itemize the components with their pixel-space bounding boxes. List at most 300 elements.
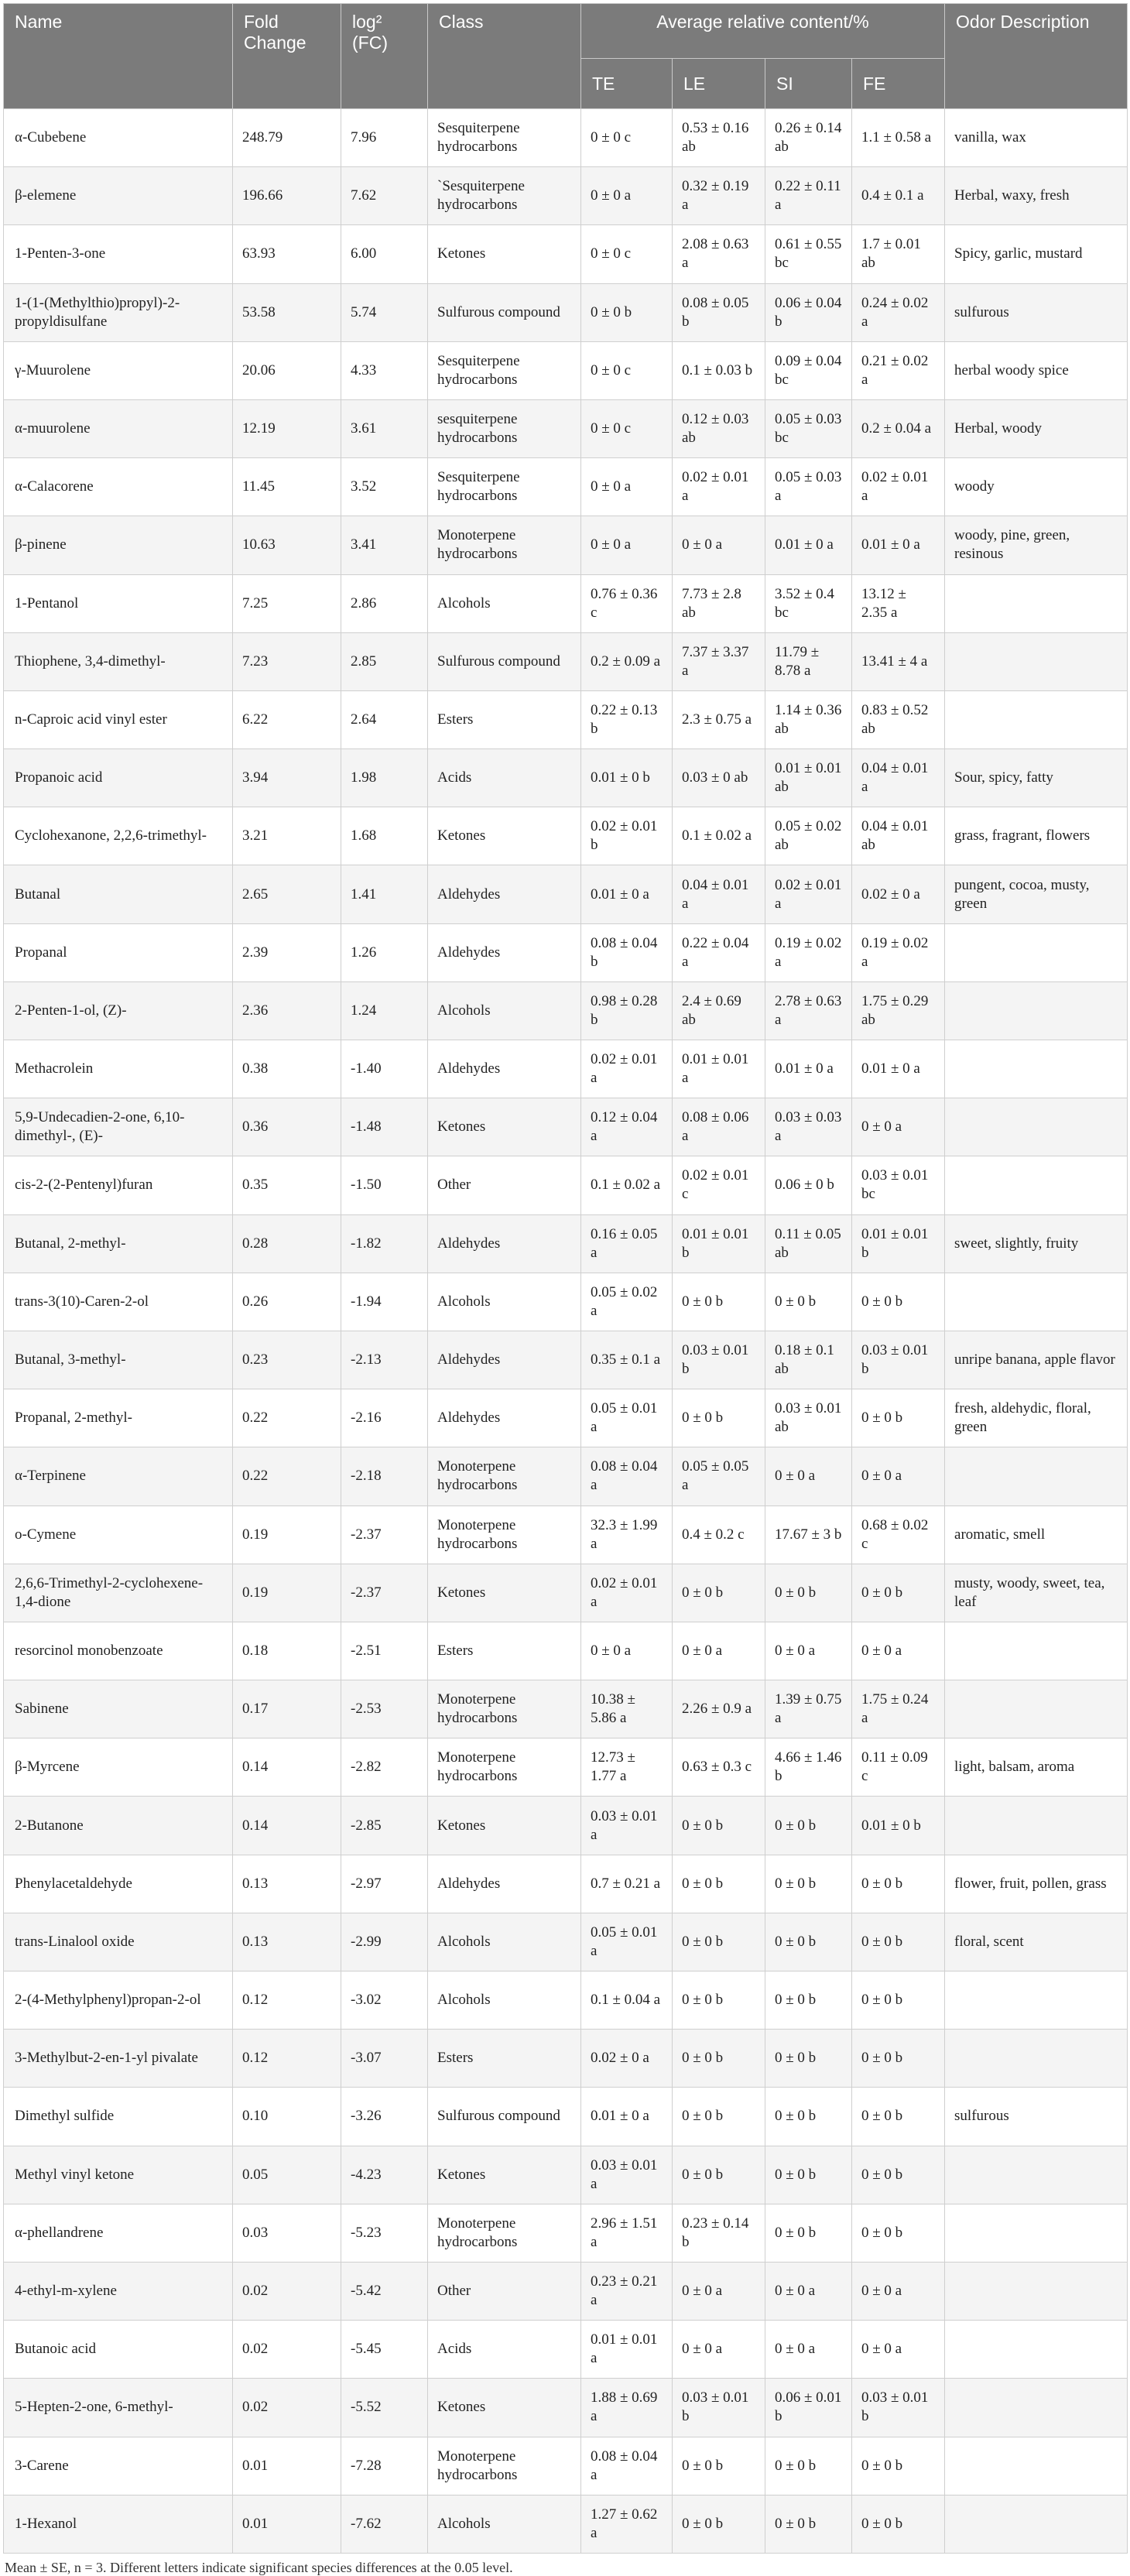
cell-fold-change: 0.14	[233, 1797, 341, 1855]
cell-te: 0.03 ± 0.01 a	[581, 1797, 673, 1855]
table-row	[4, 1331, 1128, 1389]
cell-log2: 3.52	[341, 458, 428, 516]
cell-log2: -2.97	[341, 1855, 428, 1913]
cell-fold-change: 0.17	[233, 1680, 341, 1738]
cell-fe: 0 ± 0 b	[852, 1389, 945, 1447]
cell-name: α-Cubebene	[4, 109, 233, 167]
cell-fold-change: 0.22	[233, 1389, 341, 1447]
cell-log2: -1.50	[341, 1156, 428, 1214]
cell-si: 0.26 ± 0.14 ab	[765, 109, 852, 167]
table-row	[4, 2204, 1128, 2262]
cell-le: 0 ± 0 a	[673, 2321, 765, 2379]
table-row	[4, 1273, 1128, 1331]
table-row	[4, 458, 1128, 516]
cell-fold-change: 0.38	[233, 1040, 341, 1098]
cell-fold-change: 0.01	[233, 2437, 341, 2495]
cell-fe: 13.12 ± 2.35 a	[852, 574, 945, 632]
cell-log2: 2.85	[341, 632, 428, 690]
cell-fe: 0.03 ± 0.01 bc	[852, 1156, 945, 1214]
cell-fe: 0.03 ± 0.01 b	[852, 2379, 945, 2437]
cell-te: 0.08 ± 0.04 a	[581, 2437, 673, 2495]
cell-le: 7.73 ± 2.8 ab	[673, 574, 765, 632]
cell-le: 0 ± 0 b	[673, 2088, 765, 2146]
cell-le: 0 ± 0 b	[673, 1389, 765, 1447]
cell-log2: -7.62	[341, 2495, 428, 2553]
table-row	[4, 690, 1128, 748]
cell-le: 0 ± 0 b	[673, 2030, 765, 2088]
cell-fold-change: 0.03	[233, 2204, 341, 2262]
cell-fe: 0 ± 0 b	[852, 1564, 945, 1622]
cell-le: 2.08 ± 0.63 a	[673, 225, 765, 283]
header-name: Name	[4, 4, 233, 109]
cell-le: 2.3 ± 0.75 a	[673, 690, 765, 748]
cell-class: Ketones	[428, 1098, 581, 1156]
cell-le: 0.23 ± 0.14 b	[673, 2204, 765, 2262]
cell-odor: woody	[945, 458, 1128, 516]
cell-name: Methyl vinyl ketone	[4, 2146, 233, 2204]
cell-name: 2-Butanone	[4, 1797, 233, 1855]
cell-class: Ketones	[428, 2146, 581, 2204]
cell-le: 0.08 ± 0.05 b	[673, 283, 765, 341]
cell-odor: grass, fragrant, flowers	[945, 807, 1128, 865]
cell-te: 0.1 ± 0.02 a	[581, 1156, 673, 1214]
table-wrapper	[3, 3, 1127, 2576]
cell-le: 0.1 ± 0.02 a	[673, 807, 765, 865]
cell-fold-change: 196.66	[233, 167, 341, 225]
cell-fold-change: 2.36	[233, 981, 341, 1040]
table-row	[4, 923, 1128, 981]
cell-odor: sulfurous	[945, 2088, 1128, 2146]
cell-log2: -5.23	[341, 2204, 428, 2262]
cell-odor	[945, 574, 1128, 632]
cell-te: 0.7 ± 0.21 a	[581, 1855, 673, 1913]
cell-le: 0 ± 0 a	[673, 1622, 765, 1680]
table-row	[4, 2030, 1128, 2088]
cell-class: Ketones	[428, 807, 581, 865]
cell-name: 3-Carene	[4, 2437, 233, 2495]
cell-fold-change: 0.19	[233, 1506, 341, 1564]
cell-si: 0.05 ± 0.03 bc	[765, 399, 852, 457]
cell-te: 0 ± 0 a	[581, 167, 673, 225]
cell-si: 0 ± 0 b	[765, 2495, 852, 2553]
header-average-content: Average relative content/%	[581, 4, 945, 59]
table-row	[4, 2262, 1128, 2320]
header-log2: log² (FC)	[341, 4, 428, 109]
cell-fold-change: 11.45	[233, 458, 341, 516]
cell-te: 0 ± 0 a	[581, 516, 673, 574]
cell-name: β-elemene	[4, 167, 233, 225]
cell-si: 0.03 ± 0.01 ab	[765, 1389, 852, 1447]
cell-class: Acids	[428, 2321, 581, 2379]
cell-te: 0.05 ± 0.01 a	[581, 1389, 673, 1447]
cell-fe: 0.21 ± 0.02 a	[852, 341, 945, 399]
cell-fold-change: 0.12	[233, 1971, 341, 2030]
cell-le: 0.02 ± 0.01 a	[673, 458, 765, 516]
table-row	[4, 1389, 1128, 1447]
cell-name: o-Cymene	[4, 1506, 233, 1564]
cell-odor	[945, 1040, 1128, 1098]
cell-odor: Herbal, waxy, fresh	[945, 167, 1128, 225]
cell-si: 0.06 ± 0.04 b	[765, 283, 852, 341]
cell-fe: 0 ± 0 a	[852, 2262, 945, 2320]
cell-odor: sulfurous	[945, 283, 1128, 341]
cell-te: 0.2 ± 0.09 a	[581, 632, 673, 690]
cell-class: Alcohols	[428, 1971, 581, 2030]
cell-le: 0 ± 0 b	[673, 1273, 765, 1331]
cell-name: Dimethyl sulfide	[4, 2088, 233, 2146]
table-row	[4, 1680, 1128, 1738]
cell-name: α-phellandrene	[4, 2204, 233, 2262]
cell-fold-change: 0.35	[233, 1156, 341, 1214]
cell-le: 0 ± 0 b	[673, 1797, 765, 1855]
cell-log2: -5.42	[341, 2262, 428, 2320]
cell-name: Phenylacetaldehyde	[4, 1855, 233, 1913]
cell-log2: 2.64	[341, 690, 428, 748]
cell-si: 11.79 ± 8.78 a	[765, 632, 852, 690]
cell-name: β-pinene	[4, 516, 233, 574]
cell-name: 5,9-Undecadien-2-one, 6,10-dimethyl-, (E)-	[4, 1098, 233, 1156]
table-row	[4, 1506, 1128, 1564]
cell-name: 1-Pentanol	[4, 574, 233, 632]
cell-odor: light, balsam, aroma	[945, 1738, 1128, 1797]
cell-log2: -1.48	[341, 1098, 428, 1156]
cell-class: Aldehydes	[428, 1040, 581, 1098]
cell-te: 0.01 ± 0 b	[581, 749, 673, 807]
cell-fold-change: 0.28	[233, 1214, 341, 1273]
cell-fe: 0.2 ± 0.04 a	[852, 399, 945, 457]
cell-fe: 0.11 ± 0.09 c	[852, 1738, 945, 1797]
cell-class: Alcohols	[428, 1273, 581, 1331]
cell-le: 0.04 ± 0.01 a	[673, 865, 765, 923]
cell-log2: -2.37	[341, 1506, 428, 1564]
cell-odor: musty, woody, sweet, tea, leaf	[945, 1564, 1128, 1622]
cell-fold-change: 20.06	[233, 341, 341, 399]
table-row	[4, 109, 1128, 167]
cell-odor: Herbal, woody	[945, 399, 1128, 457]
cell-name: 4-ethyl-m-xylene	[4, 2262, 233, 2320]
cell-log2: -4.23	[341, 2146, 428, 2204]
cell-odor: pungent, cocoa, musty, green	[945, 865, 1128, 923]
cell-class: Monoterpene hydrocarbons	[428, 1506, 581, 1564]
cell-fold-change: 0.05	[233, 2146, 341, 2204]
cell-le: 0.32 ± 0.19 a	[673, 167, 765, 225]
cell-te: 1.27 ± 0.62 a	[581, 2495, 673, 2553]
header-fold-change: Fold Change	[233, 4, 341, 109]
cell-name: Butanal, 2-methyl-	[4, 1214, 233, 1273]
cell-name: 1-Hexanol	[4, 2495, 233, 2553]
cell-name: 2-Penten-1-ol, (Z)-	[4, 981, 233, 1040]
cell-odor: aromatic, smell	[945, 1506, 1128, 1564]
cell-si: 0.11 ± 0.05 ab	[765, 1214, 852, 1273]
cell-si: 0.01 ± 0 a	[765, 516, 852, 574]
cell-si: 0.06 ± 0.01 b	[765, 2379, 852, 2437]
cell-fold-change: 3.94	[233, 749, 341, 807]
cell-fold-change: 10.63	[233, 516, 341, 574]
cell-fe: 0.19 ± 0.02 a	[852, 923, 945, 981]
cell-odor	[945, 2262, 1128, 2320]
cell-fe: 0.01 ± 0.01 b	[852, 1214, 945, 1273]
cell-class: Alcohols	[428, 981, 581, 1040]
cell-name: β-Myrcene	[4, 1738, 233, 1797]
table-row	[4, 807, 1128, 865]
table-row	[4, 2495, 1128, 2553]
table-row	[4, 1156, 1128, 1214]
cell-log2: 1.26	[341, 923, 428, 981]
cell-fold-change: 2.39	[233, 923, 341, 981]
cell-le: 0.22 ± 0.04 a	[673, 923, 765, 981]
cell-fe: 0.02 ± 0 a	[852, 865, 945, 923]
table-row	[4, 2146, 1128, 2204]
cell-fe: 13.41 ± 4 a	[852, 632, 945, 690]
cell-le: 0.02 ± 0.01 c	[673, 1156, 765, 1214]
cell-fe: 1.7 ± 0.01 ab	[852, 225, 945, 283]
table-row	[4, 283, 1128, 341]
cell-log2: 7.96	[341, 109, 428, 167]
cell-fe: 0 ± 0 b	[852, 2495, 945, 2553]
table-row	[4, 2321, 1128, 2379]
cell-si: 0 ± 0 a	[765, 1622, 852, 1680]
cell-odor	[945, 1156, 1128, 1214]
cell-si: 0 ± 0 a	[765, 2321, 852, 2379]
cell-name: Sabinene	[4, 1680, 233, 1738]
cell-class: Aldehydes	[428, 923, 581, 981]
cell-log2: 2.86	[341, 574, 428, 632]
cell-si: 3.52 ± 0.4 bc	[765, 574, 852, 632]
cell-si: 0.06 ± 0 b	[765, 1156, 852, 1214]
cell-fe: 0 ± 0 b	[852, 2146, 945, 2204]
cell-odor: Sour, spicy, fatty	[945, 749, 1128, 807]
table-row	[4, 341, 1128, 399]
cell-te: 0.08 ± 0.04 a	[581, 1447, 673, 1506]
cell-te: 0.01 ± 0.01 a	[581, 2321, 673, 2379]
cell-class: Sesquiterpene hydrocarbons	[428, 109, 581, 167]
cell-name: 2-(4-Methylphenyl)propan-2-ol	[4, 1971, 233, 2030]
cell-le: 0 ± 0 b	[673, 1564, 765, 1622]
cell-si: 17.67 ± 3 b	[765, 1506, 852, 1564]
table-row	[4, 1564, 1128, 1622]
cell-fold-change: 0.26	[233, 1273, 341, 1331]
cell-le: 0.01 ± 0.01 a	[673, 1040, 765, 1098]
cell-te: 0.76 ± 0.36 c	[581, 574, 673, 632]
cell-log2: -3.26	[341, 2088, 428, 2146]
cell-class: Monoterpene hydrocarbons	[428, 1680, 581, 1738]
cell-log2: 1.41	[341, 865, 428, 923]
header-fe: FE	[852, 59, 945, 109]
compound-table	[3, 3, 1128, 2554]
cell-te: 2.96 ± 1.51 a	[581, 2204, 673, 2262]
cell-te: 0.01 ± 0 a	[581, 2088, 673, 2146]
cell-le: 0.4 ± 0.2 c	[673, 1506, 765, 1564]
cell-name: n-Caproic acid vinyl ester	[4, 690, 233, 748]
cell-log2: -2.82	[341, 1738, 428, 1797]
cell-si: 0 ± 0 b	[765, 2204, 852, 2262]
cell-fold-change: 0.01	[233, 2495, 341, 2553]
cell-class: Aldehydes	[428, 1214, 581, 1273]
cell-te: 0.23 ± 0.21 a	[581, 2262, 673, 2320]
cell-te: 0.22 ± 0.13 b	[581, 690, 673, 748]
cell-le: 0 ± 0 b	[673, 2495, 765, 2553]
cell-odor	[945, 632, 1128, 690]
cell-log2: -2.37	[341, 1564, 428, 1622]
table-row	[4, 574, 1128, 632]
cell-name: γ-Muurolene	[4, 341, 233, 399]
cell-class: Sesquiterpene hydrocarbons	[428, 458, 581, 516]
cell-fe: 0.68 ± 0.02 c	[852, 1506, 945, 1564]
cell-fold-change: 0.12	[233, 2030, 341, 2088]
table-row	[4, 2437, 1128, 2495]
cell-si: 0.18 ± 0.1 ab	[765, 1331, 852, 1389]
cell-le: 0 ± 0 b	[673, 1971, 765, 2030]
cell-name: trans-Linalool oxide	[4, 1913, 233, 1971]
cell-le: 2.26 ± 0.9 a	[673, 1680, 765, 1738]
cell-odor: flower, fruit, pollen, grass	[945, 1855, 1128, 1913]
cell-te: 12.73 ± 1.77 a	[581, 1738, 673, 1797]
cell-fold-change: 0.36	[233, 1098, 341, 1156]
table-body	[4, 109, 1128, 2554]
cell-fe: 0.01 ± 0 b	[852, 1797, 945, 1855]
table-row	[4, 225, 1128, 283]
cell-si: 0 ± 0 a	[765, 1447, 852, 1506]
cell-log2: 1.98	[341, 749, 428, 807]
cell-fe: 0 ± 0 b	[852, 1913, 945, 1971]
cell-fe: 1.1 ± 0.58 a	[852, 109, 945, 167]
cell-log2: -1.82	[341, 1214, 428, 1273]
cell-si: 0.05 ± 0.03 a	[765, 458, 852, 516]
cell-class: Aldehydes	[428, 1389, 581, 1447]
cell-le: 0 ± 0 b	[673, 2146, 765, 2204]
cell-te: 0.98 ± 0.28 b	[581, 981, 673, 1040]
cell-si: 2.78 ± 0.63 a	[765, 981, 852, 1040]
cell-class: Esters	[428, 1622, 581, 1680]
table-row	[4, 2379, 1128, 2437]
cell-te: 0.16 ± 0.05 a	[581, 1214, 673, 1273]
cell-class: Monoterpene hydrocarbons	[428, 1447, 581, 1506]
cell-fe: 0 ± 0 a	[852, 1447, 945, 1506]
cell-fold-change: 12.19	[233, 399, 341, 457]
cell-name: resorcinol monobenzoate	[4, 1622, 233, 1680]
cell-name: Cyclohexanone, 2,2,6-trimethyl-	[4, 807, 233, 865]
cell-odor: vanilla, wax	[945, 109, 1128, 167]
cell-fe: 0.04 ± 0.01 a	[852, 749, 945, 807]
cell-si: 0.03 ± 0.03 a	[765, 1098, 852, 1156]
table-row	[4, 981, 1128, 1040]
cell-le: 0.1 ± 0.03 b	[673, 341, 765, 399]
table-row	[4, 1214, 1128, 1273]
cell-si: 0.19 ± 0.02 a	[765, 923, 852, 981]
cell-te: 0.05 ± 0.01 a	[581, 1913, 673, 1971]
cell-fold-change: 248.79	[233, 109, 341, 167]
cell-log2: -2.18	[341, 1447, 428, 1506]
cell-class: Other	[428, 1156, 581, 1214]
cell-le: 0.53 ± 0.16 ab	[673, 109, 765, 167]
cell-fe: 0 ± 0 b	[852, 2204, 945, 2262]
cell-odor	[945, 1797, 1128, 1855]
cell-te: 0.1 ± 0.04 a	[581, 1971, 673, 2030]
table-row	[4, 2088, 1128, 2146]
cell-odor	[945, 1622, 1128, 1680]
cell-log2: 3.61	[341, 399, 428, 457]
cell-si: 1.39 ± 0.75 a	[765, 1680, 852, 1738]
cell-le: 0.63 ± 0.3 c	[673, 1738, 765, 1797]
cell-odor	[945, 2204, 1128, 2262]
cell-odor: fresh, aldehydic, floral, green	[945, 1389, 1128, 1447]
cell-fold-change: 0.19	[233, 1564, 341, 1622]
cell-log2: -3.07	[341, 2030, 428, 2088]
cell-le: 0 ± 0 a	[673, 2262, 765, 2320]
cell-log2: 4.33	[341, 341, 428, 399]
cell-name: 5-Hepten-2-one, 6-methyl-	[4, 2379, 233, 2437]
cell-odor: sweet, slightly, fruity	[945, 1214, 1128, 1273]
cell-si: 0 ± 0 a	[765, 2262, 852, 2320]
cell-le: 0 ± 0 a	[673, 516, 765, 574]
cell-le: 7.37 ± 3.37 a	[673, 632, 765, 690]
table-row	[4, 1622, 1128, 1680]
cell-class: Monoterpene hydrocarbons	[428, 2437, 581, 2495]
cell-te: 0.01 ± 0 a	[581, 865, 673, 923]
header-te: TE	[581, 59, 673, 109]
cell-fold-change: 63.93	[233, 225, 341, 283]
cell-si: 0 ± 0 b	[765, 1913, 852, 1971]
cell-si: 0 ± 0 b	[765, 1855, 852, 1913]
table-row	[4, 1098, 1128, 1156]
cell-class: Monoterpene hydrocarbons	[428, 2204, 581, 2262]
cell-class: Sulfurous compound	[428, 632, 581, 690]
cell-le: 0.03 ± 0.01 b	[673, 2379, 765, 2437]
cell-fold-change: 0.02	[233, 2321, 341, 2379]
cell-name: α-muurolene	[4, 399, 233, 457]
header-le: LE	[673, 59, 765, 109]
cell-te: 0.35 ± 0.1 a	[581, 1331, 673, 1389]
cell-fe: 0 ± 0 a	[852, 1098, 945, 1156]
table-row	[4, 749, 1128, 807]
cell-odor	[945, 923, 1128, 981]
table-header	[4, 4, 1128, 109]
cell-fe: 0.04 ± 0.01 ab	[852, 807, 945, 865]
cell-fe: 0 ± 0 b	[852, 2437, 945, 2495]
cell-log2: -2.51	[341, 1622, 428, 1680]
cell-si: 0 ± 0 b	[765, 1797, 852, 1855]
cell-class: Alcohols	[428, 1913, 581, 1971]
cell-te: 10.38 ± 5.86 a	[581, 1680, 673, 1738]
cell-fe: 0 ± 0 a	[852, 2321, 945, 2379]
cell-name: Thiophene, 3,4-dimethyl-	[4, 632, 233, 690]
cell-odor	[945, 2379, 1128, 2437]
cell-fold-change: 0.22	[233, 1447, 341, 1506]
cell-class: Other	[428, 2262, 581, 2320]
cell-log2: -1.40	[341, 1040, 428, 1098]
cell-name: Butanal, 3-methyl-	[4, 1331, 233, 1389]
cell-fold-change: 7.23	[233, 632, 341, 690]
table-row	[4, 1855, 1128, 1913]
cell-log2: -7.28	[341, 2437, 428, 2495]
cell-fold-change: 2.65	[233, 865, 341, 923]
cell-name: trans-3(10)-Caren-2-ol	[4, 1273, 233, 1331]
cell-si: 0 ± 0 b	[765, 2088, 852, 2146]
cell-odor	[945, 2321, 1128, 2379]
cell-log2: -2.53	[341, 1680, 428, 1738]
cell-fe: 0.02 ± 0.01 a	[852, 458, 945, 516]
cell-class: Alcohols	[428, 2495, 581, 2553]
cell-class: Esters	[428, 2030, 581, 2088]
cell-class: Aldehydes	[428, 1855, 581, 1913]
cell-le: 0.08 ± 0.06 a	[673, 1098, 765, 1156]
cell-log2: -2.13	[341, 1331, 428, 1389]
cell-fe: 0 ± 0 b	[852, 1855, 945, 1913]
cell-fe: 0.03 ± 0.01 b	[852, 1331, 945, 1389]
cell-log2: 6.00	[341, 225, 428, 283]
cell-odor: floral, scent	[945, 1913, 1128, 1971]
cell-class: Alcohols	[428, 574, 581, 632]
